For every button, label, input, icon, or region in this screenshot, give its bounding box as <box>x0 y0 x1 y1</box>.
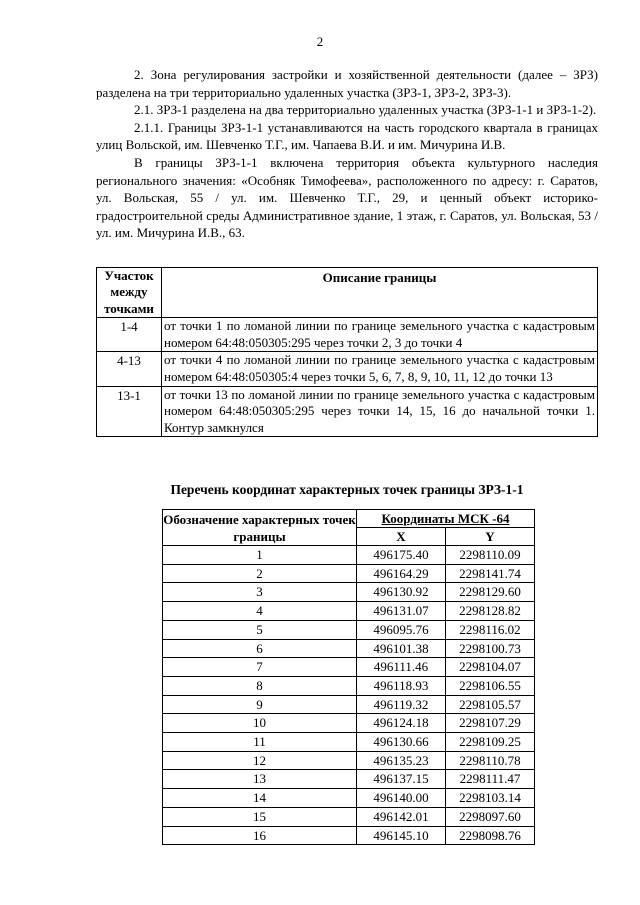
description-cell: от точки 13 по ломаной линии по границе земельного участка с кадастровым номером 64:48:050305:295 через точки 14, 15, 16 до начальной точки 1. Контур замкнулся <box>162 386 598 437</box>
table-row <box>163 714 535 733</box>
description-column-header: Описание границы <box>162 268 598 318</box>
x-cell: 496135.23 <box>357 751 446 770</box>
point-cell: 8 <box>163 676 357 695</box>
table-row <box>163 546 535 565</box>
point-cell: 15 <box>163 807 357 826</box>
y-cell: 2298107.29 <box>446 714 535 733</box>
point-cell: 13 <box>163 770 357 789</box>
y-cell: 2298111.47 <box>446 770 535 789</box>
table-row <box>163 658 535 677</box>
point-cell: 7 <box>163 658 357 677</box>
y-cell: 2298141.74 <box>446 564 535 583</box>
point-column-header: Обозначение характерных точек границы <box>163 511 356 544</box>
point-cell: 9 <box>163 695 357 714</box>
point-cell: 4 <box>163 602 357 621</box>
x-cell: 496095.76 <box>357 620 446 639</box>
coordinates-group-header: Координаты МСК -64 <box>357 510 535 528</box>
table-row <box>163 826 535 845</box>
point-cell: 14 <box>163 789 357 808</box>
point-cell: 5 <box>163 620 357 639</box>
segment-column-header: Участок между точками <box>97 268 162 318</box>
y-cell: 2298109.25 <box>446 733 535 752</box>
point-cell: 10 <box>163 714 357 733</box>
x-cell: 496130.66 <box>357 733 446 752</box>
table-row <box>163 620 535 639</box>
y-cell: 2298100.73 <box>446 639 535 658</box>
table-row <box>163 564 535 583</box>
point-cell: 11 <box>163 733 357 752</box>
body-text <box>96 66 598 242</box>
segment-cell: 13-1 <box>97 386 162 437</box>
point-cell: 12 <box>163 751 357 770</box>
x-cell: 496130.92 <box>357 583 446 602</box>
page-number: 2 <box>316 34 324 49</box>
table-row <box>163 807 535 826</box>
y-cell: 2298128.82 <box>446 602 535 621</box>
x-cell: 496137.15 <box>357 770 446 789</box>
x-cell: 496101.38 <box>357 639 446 658</box>
table-row <box>97 386 598 437</box>
y-column-header: Y <box>446 528 535 546</box>
x-cell: 496142.01 <box>357 807 446 826</box>
table-row <box>163 789 535 808</box>
boundary-description-table <box>96 267 598 437</box>
x-cell: 496164.29 <box>357 564 446 583</box>
point-cell: 6 <box>163 639 357 658</box>
coordinates-table <box>162 509 535 845</box>
point-cell: 3 <box>163 583 357 602</box>
table-header-row <box>97 268 598 318</box>
table-row <box>163 751 535 770</box>
point-cell: 2 <box>163 564 357 583</box>
y-cell: 2298098.76 <box>446 826 535 845</box>
table-row <box>97 318 598 352</box>
x-cell: 496118.93 <box>357 676 446 695</box>
description-cell: от точки 1 по ломаной линии по границе земельного участка с кадастровым номером 64:48:050305:295 через точки 2, 3 до точки 4 <box>162 318 598 352</box>
table-row <box>163 695 535 714</box>
x-cell: 496124.18 <box>357 714 446 733</box>
description-cell: от точки 4 по ломаной линии по границе земельного участка с кадастровым номером 64:48:050305:4 через точки 5, 6, 7, 8, 9, 10, 11, 12 до точки 13 <box>162 352 598 386</box>
y-cell: 2298097.60 <box>446 807 535 826</box>
y-cell: 2298104.07 <box>446 658 535 677</box>
x-cell: 496111.46 <box>357 658 446 677</box>
paragraph: 2.1. ЗРЗ-1 разделена на два территориально удаленных участка (ЗРЗ-1-1 и ЗРЗ-1-2). <box>134 102 597 118</box>
table-row <box>163 676 535 695</box>
x-cell: 496175.40 <box>357 546 446 565</box>
y-cell: 2298106.55 <box>446 676 535 695</box>
x-cell: 496140.00 <box>357 789 446 808</box>
table-row <box>163 733 535 752</box>
y-cell: 2298110.09 <box>446 546 535 565</box>
y-cell: 2298103.14 <box>446 789 535 808</box>
x-cell: 496119.32 <box>357 695 446 714</box>
y-cell: 2298105.57 <box>446 695 535 714</box>
table-row <box>97 352 598 386</box>
coordinates-table-title: Перечень координат характерных точек границы ЗРЗ-1-1 <box>170 482 524 497</box>
paragraph: В границы ЗРЗ-1-1 включена территория объекта культурного наследия регионального значения: «Особняк Тимофеева», расположенного по адресу: г. Саратов, ул. Вольская, 55 / ул. им. Шевченко Т.Г., 29, и ценный объект историко-градостроительной среды Административное здание, 1 этаж, г. Саратов, ул. Вольская, 53 / ул. им. Мичурина И.В., 63. <box>96 154 598 241</box>
y-cell: 2298116.02 <box>446 620 535 639</box>
table-row <box>163 602 535 621</box>
paragraph: 2. Зона регулирования застройки и хозяйственной деятельности (далее – ЗРЗ) разделена на три территориально удаленных участка (ЗРЗ-1, ЗРЗ-2, ЗРЗ-3). <box>96 67 598 100</box>
segment-cell: 1-4 <box>97 318 162 352</box>
x-column-header: X <box>357 528 446 546</box>
table-header-row <box>163 510 535 528</box>
table-row <box>163 770 535 789</box>
paragraph: 2.1.1. Границы ЗРЗ-1-1 устанавливаются на часть городского квартала в границах улиц Вольской, им. Шевченко Т.Г., им. Чапаева В.И. и им. Мичурина И.В. <box>96 119 598 153</box>
x-cell: 496131.07 <box>357 602 446 621</box>
y-cell: 2298129.60 <box>446 583 535 602</box>
x-cell: 496145.10 <box>357 826 446 845</box>
point-cell: 16 <box>163 826 357 845</box>
y-cell: 2298110.78 <box>446 751 535 770</box>
table-row <box>163 639 535 658</box>
point-cell: 1 <box>163 546 357 565</box>
table-row <box>163 583 535 602</box>
segment-cell: 4-13 <box>97 352 162 386</box>
